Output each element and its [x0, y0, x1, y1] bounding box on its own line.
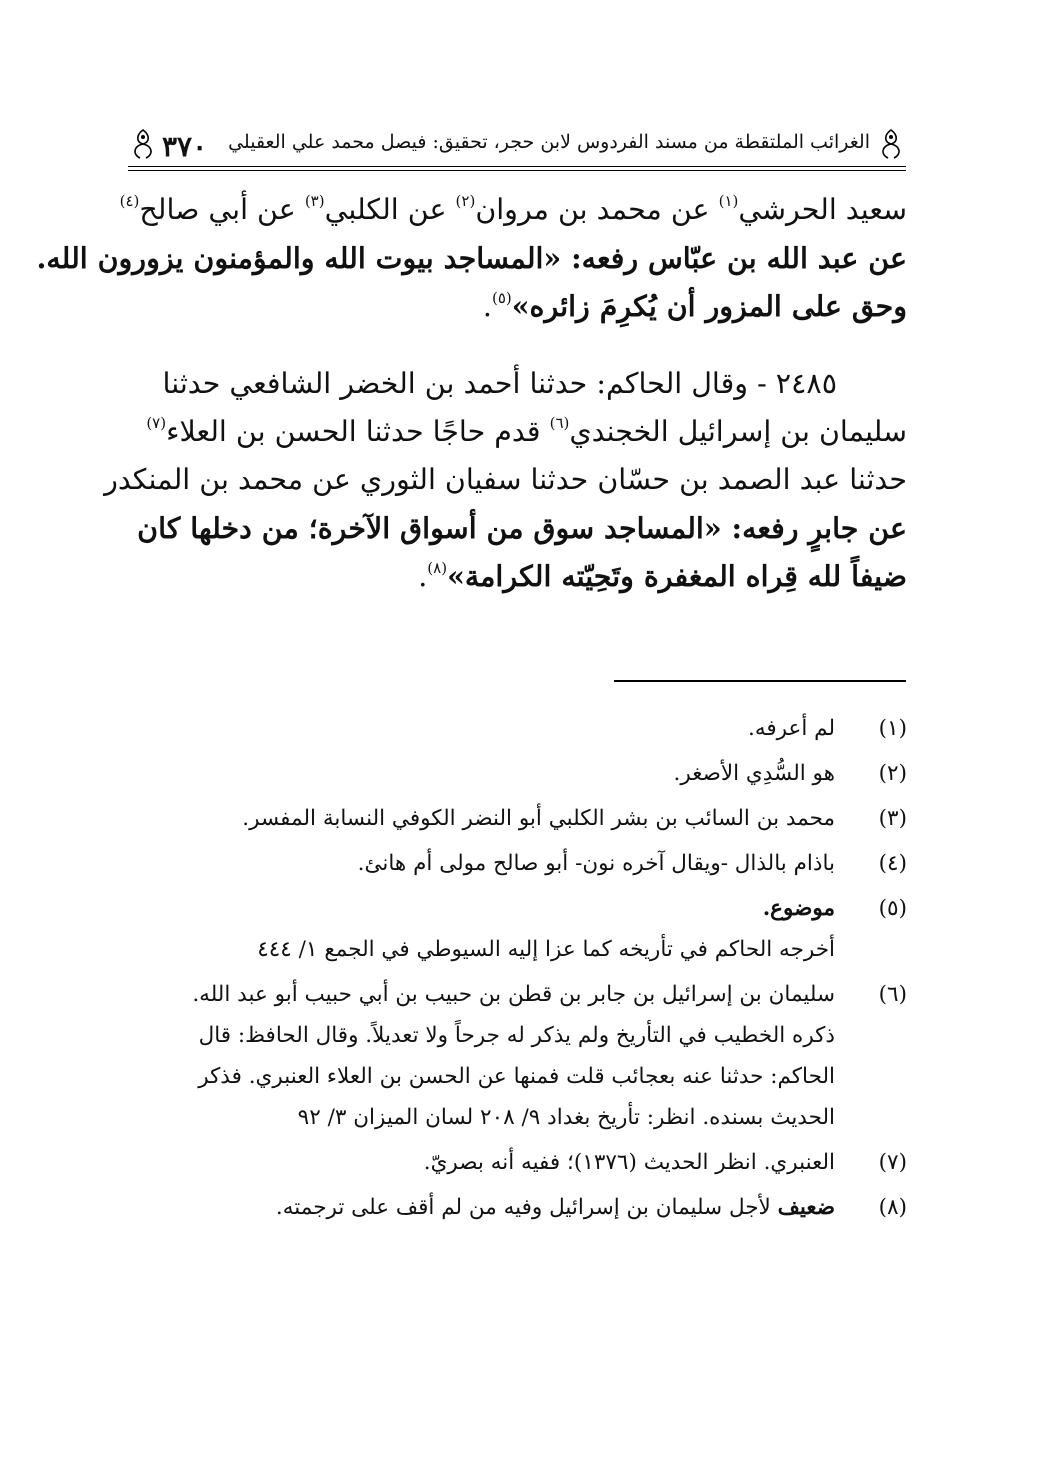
text-run: لم أعرفه. — [748, 716, 835, 741]
footnote-text — [129, 753, 835, 794]
footnote-line — [129, 1187, 835, 1228]
footnote-line — [129, 1142, 835, 1183]
footnote-text — [129, 1142, 835, 1183]
text-run: عن أبي صالح — [139, 193, 305, 226]
text-run: موضوع. — [762, 896, 835, 921]
footnote-number: (٧) — [878, 1150, 907, 1175]
text-run: محمد بن السائب بن بشر الكلبي أبو النضر الكوفي النسابة المفسر. — [242, 806, 835, 831]
text-run: عن محمد بن مروان — [475, 193, 719, 226]
header-rule — [128, 166, 906, 167]
footnote-ref: (٢) — [455, 192, 476, 210]
text-line — [36, 234, 907, 282]
ornament-icon — [876, 128, 906, 160]
footnote-line — [129, 843, 835, 884]
footnote-text — [129, 843, 835, 884]
text-run: عن الكلبي — [324, 193, 456, 226]
text-line — [129, 504, 907, 552]
text-run: سليمان بن إسرائيل بن جابر بن قطن بن حبيب بن أبي حبيب أبو عبد الله. — [192, 982, 835, 1007]
footnote-number: (٦) — [878, 982, 907, 1007]
footnote-line — [129, 798, 835, 839]
footnote-line — [129, 1015, 835, 1056]
footnote-line — [129, 888, 835, 929]
text-run: أخرجه الحاكم في تأريخه كما عزا إليه السيوطي في الجمع ١/ ٤٤٤ — [257, 937, 835, 962]
footnote-text — [129, 708, 835, 749]
text-run: سليمان بن إسرائيل الخجندي — [569, 415, 907, 448]
main-text — [36, 186, 907, 600]
footnote-ref: (٥) — [491, 289, 512, 307]
text-run: ضعيف — [777, 1195, 835, 1220]
footnote-ref: (٧) — [146, 414, 167, 432]
text-run: الحديث بسنده. انظر: تأريخ بغداد ٩/ ٢٠٨ لسان الميزان ٣/ ٩٢ — [297, 1105, 835, 1130]
text-run: قدم حاجًا حدثنا الحسن بن العلاء — [166, 415, 550, 448]
text-run: حدثنا عبد الصمد بن حسّان حدثنا سفيان الثوري عن محمد بن المنكدر — [104, 463, 907, 496]
footnote-ref: (٤) — [119, 192, 140, 210]
footnotes — [129, 708, 907, 1232]
page-number: ٣٧٠ — [162, 130, 208, 163]
footnote-number: (٤) — [878, 851, 907, 876]
ornament-icon — [128, 128, 158, 160]
footnote-number: (٨) — [878, 1195, 907, 1220]
footnote — [129, 888, 907, 929]
footnote — [129, 843, 907, 884]
footnote-ref: (١) — [718, 192, 739, 210]
text-run: ضيفاً لله قِراه المغفرة وتَحِيّته الكرامة» — [447, 559, 907, 593]
page-header — [128, 118, 906, 170]
footnote-number: (٣) — [878, 806, 907, 831]
text-run: عن عبد الله بن عبّاس رفعه: «المساجد بيوت الله والمؤمنون يزورون الله. — [36, 241, 907, 275]
footnote-line — [129, 708, 835, 749]
footnote — [129, 753, 907, 794]
text-run: باذام بالذال -ويقال آخره نون- أبو صالح مولى أم هانئ. — [357, 851, 835, 876]
text-run: هو السُّدِي الأصغر. — [673, 761, 835, 786]
footnote-ref: (٣) — [304, 192, 325, 210]
footnote — [129, 708, 907, 749]
footnote-ref: (٨) — [427, 559, 448, 577]
footnote-text — [129, 1187, 835, 1228]
footnote — [129, 974, 907, 1138]
footnote-line — [129, 974, 835, 1015]
text-run: . — [418, 560, 428, 593]
text-run: الحاكم: حدثنا عنه بعجائب قلت فمنها عن الحسن بن العلاء العنبري. فذكر — [198, 1064, 835, 1089]
footnote — [129, 1142, 907, 1183]
footnote-line — [129, 1097, 835, 1138]
text-line — [129, 408, 907, 456]
text-line — [104, 456, 907, 504]
footnote-separator — [614, 680, 906, 682]
text-run: . — [482, 290, 492, 323]
text-run: ذكره الخطيب في التأريخ ولم يذكر له جرحاً ولا تعديلاً. وقال الحافظ: قال — [198, 1023, 835, 1048]
footnote-continuation — [129, 929, 907, 970]
text-run: لأجل سليمان بن إسرائيل وفيه من لم أقف على ترجمته. — [275, 1195, 778, 1220]
text-run: عن جابرٍ رفعه: «المساجد سوق من أسواق الآخرة؛ من دخلها كان — [137, 511, 907, 545]
footnote — [129, 798, 907, 839]
footnote-text — [129, 888, 835, 929]
footnote-line — [129, 1056, 835, 1097]
text-line — [119, 186, 907, 234]
footnote-line — [129, 753, 835, 794]
text-run: العنبري. انظر الحديث (١٣٧٦)؛ ففيه أنه بصريّ. — [423, 1150, 835, 1175]
running-title: الغرائب الملتقطة من مسند الفردوس لابن حجر، تحقيق: فيصل محمد علي العقيلي — [228, 131, 870, 153]
header-rule — [128, 170, 906, 171]
text-line — [129, 360, 907, 408]
text-run: وحق على المزور أن يُكرِمَ زائره» — [511, 289, 907, 323]
footnote — [129, 1187, 907, 1228]
footnote-text — [129, 974, 835, 1138]
footnote-ref: (٦) — [549, 414, 570, 432]
footnote-text — [129, 798, 835, 839]
text-run: ٢٤٨٥ - وقال الحاكم: حدثنا أحمد بن الخضر الشافعي حدثنا — [162, 367, 837, 400]
footnote-number: (٥) — [878, 896, 907, 921]
text-line — [129, 282, 907, 330]
text-run: سعيد الحرشي — [738, 193, 907, 226]
text-line — [129, 552, 907, 600]
footnote-number: (١) — [878, 716, 907, 741]
footnote-number: (٢) — [878, 761, 907, 786]
